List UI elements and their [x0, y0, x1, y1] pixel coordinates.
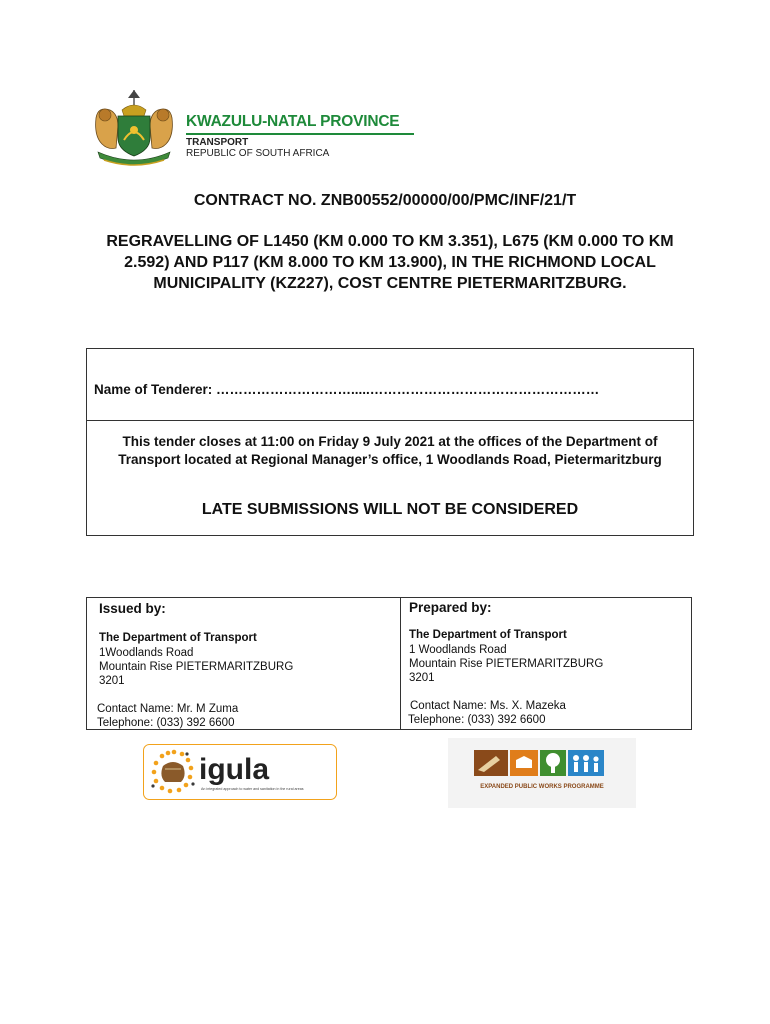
- issued-by-contact: Contact Name: Mr. M Zuma: [97, 703, 239, 715]
- prepared-by-heading: Prepared by:: [409, 600, 492, 615]
- prepared-by-contact: Contact Name: Ms. X. Mazeka: [410, 700, 566, 712]
- issued-by-address-line: 3201: [99, 675, 125, 687]
- issuer-table-divider: [400, 597, 401, 730]
- project-description: REGRAVELLING OF L1450 (KM 0.000 TO KM 3.351), L675 (KM 0.000 TO KM 2.592) AND P117 (KM 8.000 TO KM 13.900), IN THE RICHMOND LOCAL MUNICIPALITY (KZ227), COST CENTRE PIETERMARITZBURG.: [106, 233, 674, 292]
- tender-box-divider: [86, 420, 694, 421]
- republic-name: REPUBLIC OF SOUTH AFRICA: [186, 148, 330, 159]
- issued-by-organisation: The Department of Transport: [99, 632, 257, 644]
- prepared-by-telephone: Telephone: (033) 392 6600: [408, 714, 546, 726]
- epwp-wordmark: EXPANDED PUBLIC WORKS PROGRAMME: [480, 784, 604, 790]
- prepared-by-address-line: 3201: [409, 672, 435, 684]
- name-of-tenderer-field: Name of Tenderer: ………………………….....……………………………………………: [94, 382, 600, 397]
- contract-number: CONTRACT NO. ZNB00552/00000/00/PMC/INF/21/T: [193, 192, 577, 209]
- province-name: KWAZULU-NATAL PROVINCE: [186, 113, 400, 130]
- late-submissions-notice: LATE SUBMISSIONS WILL NOT BE CONSIDERED: [201, 501, 579, 518]
- header-rule: [186, 133, 414, 135]
- prepared-by-address-line: Mountain Rise PIETERMARITZBURG: [409, 658, 604, 670]
- department-name: TRANSPORT: [186, 137, 249, 148]
- prepared-by-organisation: The Department of Transport: [409, 629, 567, 641]
- coat-of-arms-logo: [88, 88, 180, 166]
- issued-by-address-line: 1Woodlands Road: [99, 647, 194, 659]
- closing-notice: This tender closes at 11:00 on Friday 9 July 2021 at the offices of the Department of Transport located at Regional Manager’s office, 1 Woodlands Road, Pietermaritzburg: [118, 434, 662, 467]
- issued-by-heading: Issued by:: [99, 601, 166, 616]
- igula-wordmark: igula: [199, 753, 270, 786]
- prepared-by-address-line: 1 Woodlands Road: [409, 644, 507, 656]
- igula-tagline: An integrated approach to water and sanitation in the rural areas: [201, 787, 304, 791]
- igula-logo: [143, 744, 337, 800]
- issued-by-address-line: Mountain Rise PIETERMARITZBURG: [99, 661, 294, 673]
- issued-by-telephone: Telephone: (033) 392 6600: [97, 717, 235, 729]
- epwp-logo: [448, 738, 636, 808]
